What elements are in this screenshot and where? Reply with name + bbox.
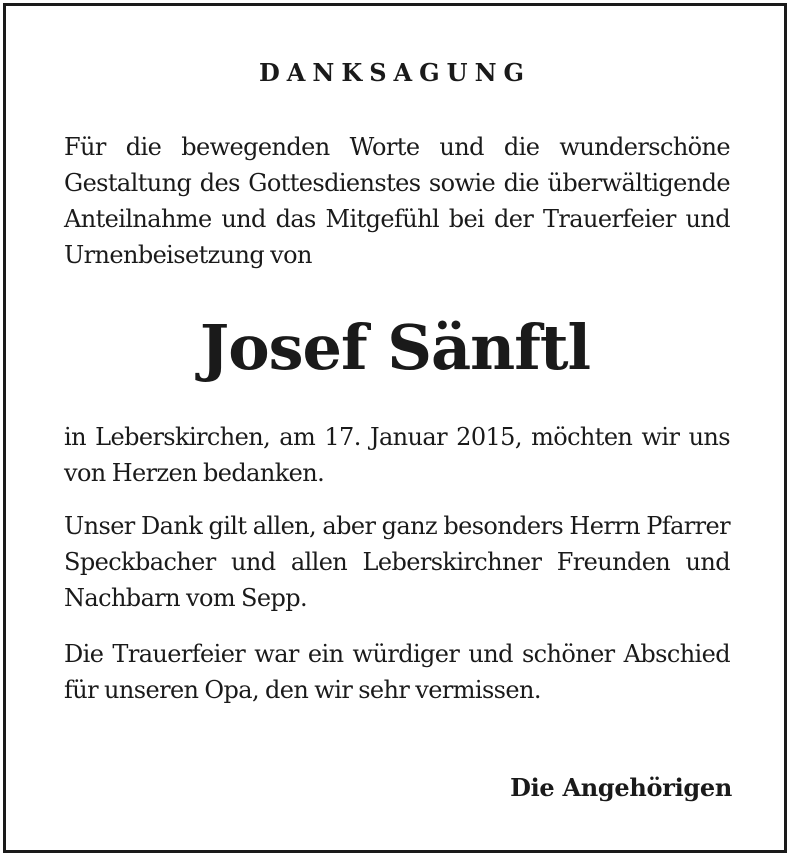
notice-heading: DANKSAGUNG — [258, 58, 532, 87]
thanks-paragraph: Unser Dank gilt allen, aber ganz besonders Herrn Pfarrer Speckbacher und allen Leberskirchner Freunden und Nachbarn vom Sepp. — [64, 512, 730, 612]
deceased-name: Josef Sänftl — [199, 311, 591, 384]
obituary-thank-you-notice — [3, 3, 787, 853]
signature: Die Angehörigen — [510, 773, 732, 802]
date-paragraph: in Leberskirchen, am 17. Januar 2015, möchten wir uns von Herzen bedanken. — [64, 423, 730, 487]
closing-paragraph: Die Trauerfeier war ein würdiger und schöner Abschied für unseren Opa, den wir sehr vermissen. — [64, 640, 730, 704]
intro-paragraph: Für die bewegenden Worte und die wunderschöne Gestaltung des Gottesdienstes sowie die überwältigende Anteilnahme und das Mitgefühl bei der Trauerfeier und Urnenbeisetzung von — [64, 133, 730, 269]
